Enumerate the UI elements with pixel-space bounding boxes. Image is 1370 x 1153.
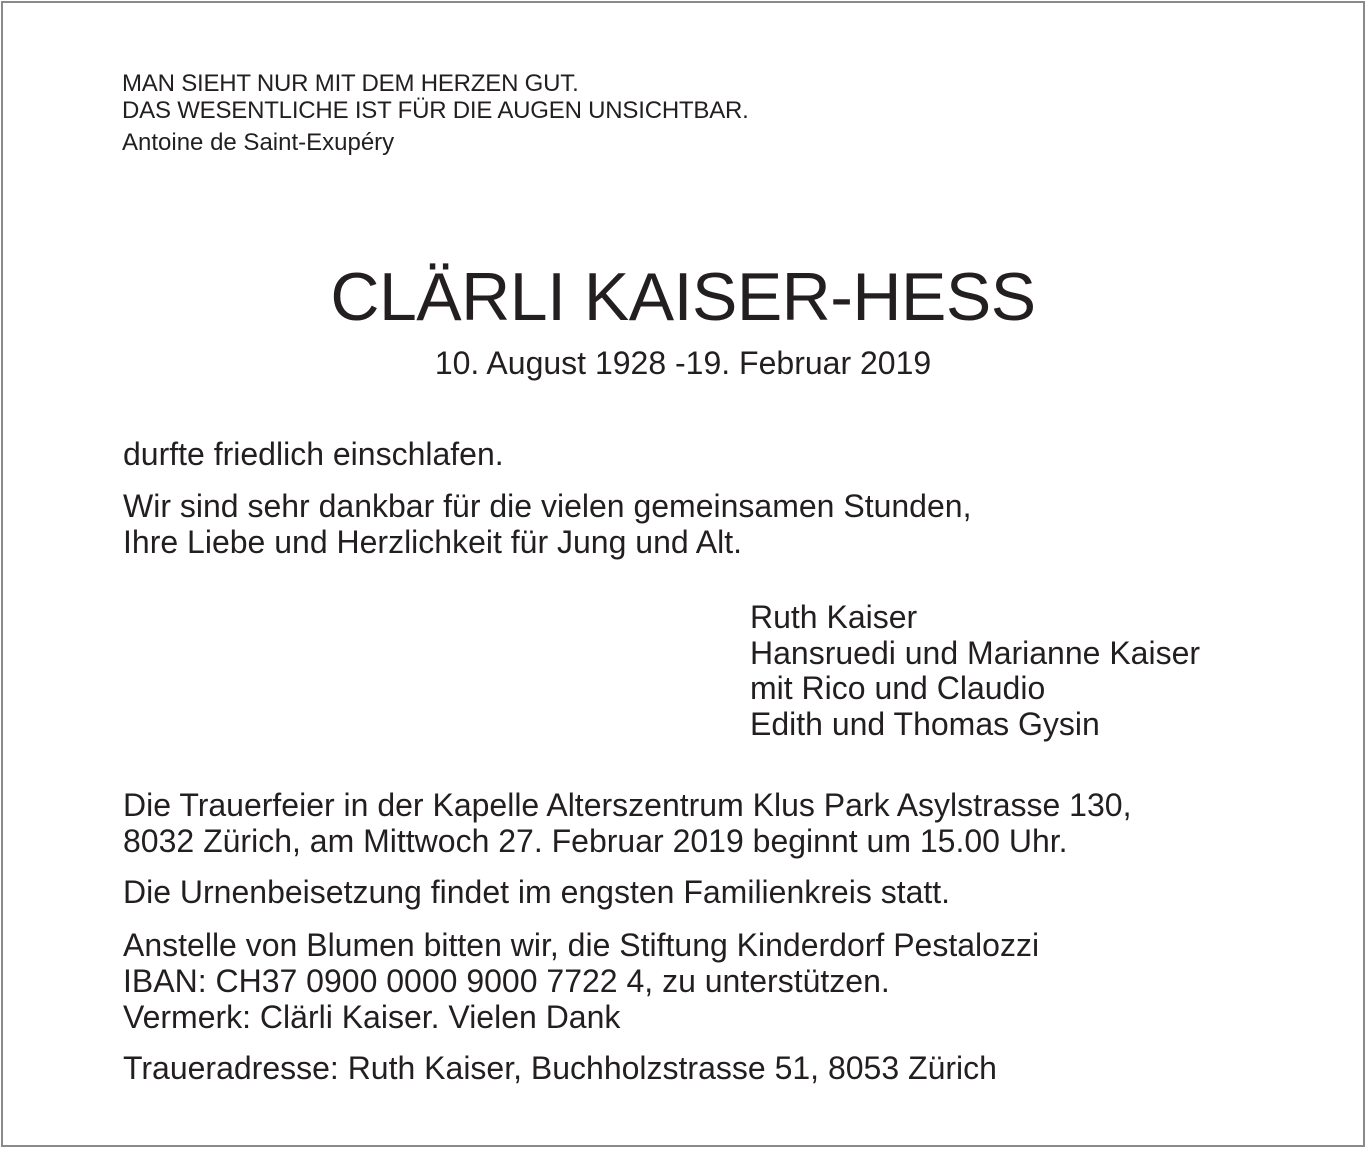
ceremony-line-1: Die Trauerfeier in der Kapelle Alterszentrum Klus Park Asylstrasse 130, [123,787,1132,823]
signer-line: Ruth Kaiser [750,599,918,635]
donation-line-2: IBAN: CH37 0900 0000 9000 7722 4, zu unterstützen. [123,963,890,999]
signer-line: mit Rico und Claudio [750,670,1046,706]
motto-line-1: MAN SIEHT NUR MIT DEM HERZEN GUT. [122,70,579,97]
donation-paragraph [123,927,1039,1035]
ceremony-line-2: 8032 Zürich, am Mittwoch 27. Februar 2019 beginnt um 15.00 Uhr. [123,823,1068,859]
donation-line-3: Vermerk: Clärli Kaiser. Vielen Dank [123,999,621,1035]
thanks-line-2: Ihre Liebe und Herzlichkeit für Jung und Alt. [123,524,743,560]
announcement-line: durfte friedlich einschlafen. [123,436,504,472]
ceremony-paragraph [123,787,1131,859]
life-dates: 10. August 1928 -19. Februar 2019 [434,345,932,381]
motto-line-2: DAS WESENTLICHE IST FÜR DIE AUGEN UNSICHTBAR. [122,97,749,124]
donation-line-1: Anstelle von Blumen bitten wir, die Stiftung Kinderdorf Pestalozzi [123,927,1040,963]
motto-quote [122,70,749,124]
motto-author: Antoine de Saint-Exupéry [122,129,395,156]
burial-paragraph: Die Urnenbeisetzung findet im engsten Familienkreis statt. [123,874,951,910]
signer-line: Edith und Thomas Gysin [750,705,1100,742]
deceased-name: CLÄRLI KAISER-HESS [330,259,1036,335]
signer-line: Hansruedi und Marianne Kaiser [750,634,1201,671]
mourning-address: Traueradresse: Ruth Kaiser, Buchholzstrasse 51, 8053 Zürich [123,1050,997,1086]
thanks-paragraph [123,488,971,560]
signers-list [750,600,1200,742]
thanks-line-1: Wir sind sehr dankbar für die vielen gemeinsamen Stunden, [123,488,972,524]
